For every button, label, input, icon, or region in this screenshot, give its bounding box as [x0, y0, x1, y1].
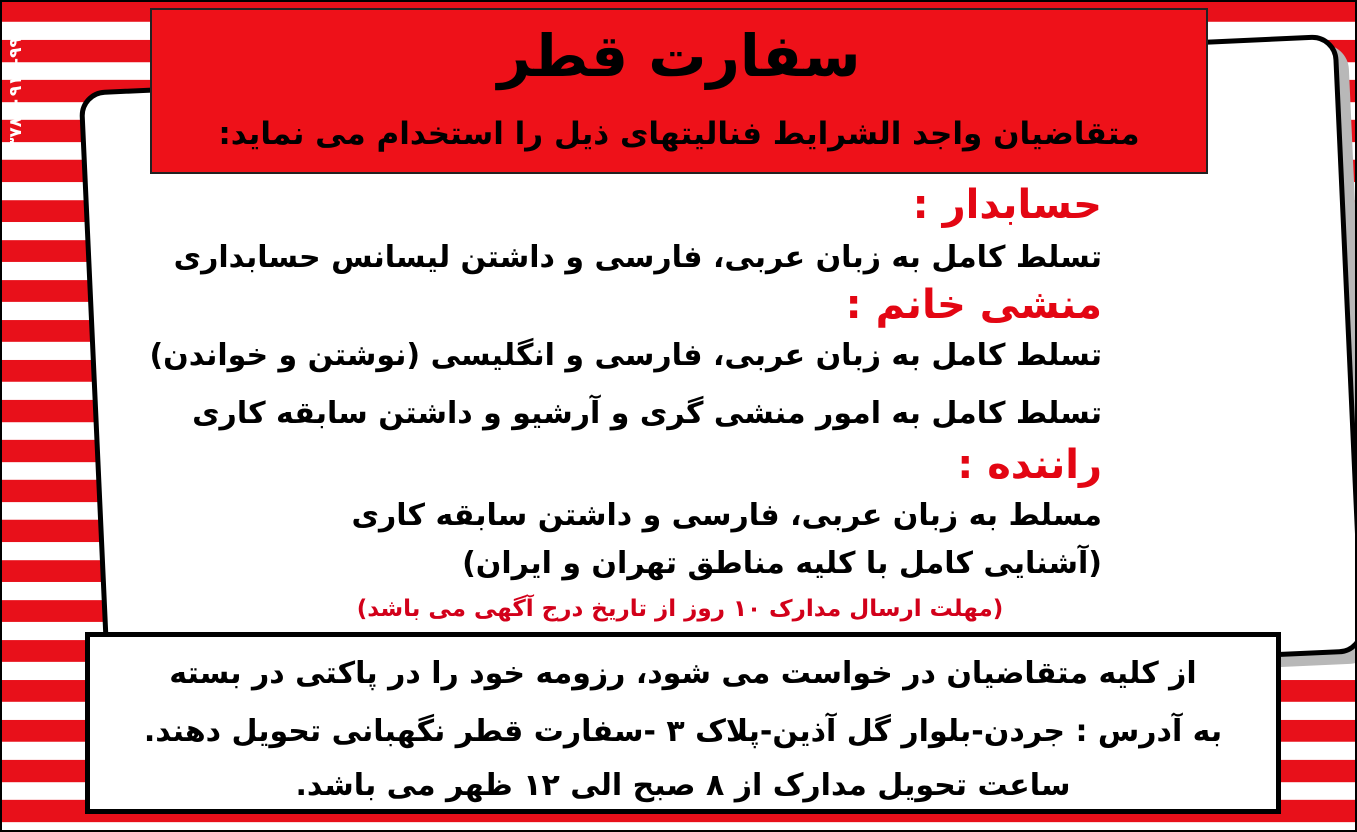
ad-title: سفارت قطر — [497, 22, 861, 90]
footer-line-1: از کلیه متقاضیان در خواست می شود، رزومه خود را در پاکتی در بسته — [169, 656, 1197, 691]
accountant-requirement: تسلط کامل به زبان عربی، فارسی و داشتن لیسانس حسابداری — [173, 240, 1102, 275]
footer-line-3: ساعت تحویل مدارک از ۸ صبح الی ۱۲ ظهر می باشد. — [295, 768, 1071, 803]
ad-subtitle: متقاضیان واجد الشرایط فنالیتهای ذیل را استخدام می نماید: — [218, 116, 1140, 152]
section-title-secretary: منشی خانم : — [845, 282, 1102, 328]
footer-line-2: به آدرس : جردن-بلوار گل آذین-پلاک ۳ -سفارت قطر نگهبانی تحویل دهند. — [143, 714, 1223, 749]
driver-requirement-1: مسلط به زبان عربی، فارسی و داشتن سابقه کاری — [351, 498, 1102, 533]
driver-requirement-2: (آشنایی کامل با کلیه مناطق تهران و ایران) — [462, 546, 1102, 581]
section-title-driver: راننده : — [957, 442, 1102, 488]
deadline-note: (مهلت ارسال مدارک ۱۰ روز از تاریخ درج آگهی می باشد) — [356, 596, 1004, 622]
secretary-requirement-1: تسلط کامل به زبان عربی، فارسی و انگلیسی (نوشتن و خواندن) — [149, 338, 1102, 373]
side-code: ۳۷۸۲۰۹۱۳-۹۹ — [6, 37, 26, 149]
secretary-requirement-2: تسلط کامل به امور منشی گری و آرشیو و داشتن سابقه کاری — [192, 396, 1102, 431]
section-title-accountant: حسابدار : — [912, 182, 1102, 228]
